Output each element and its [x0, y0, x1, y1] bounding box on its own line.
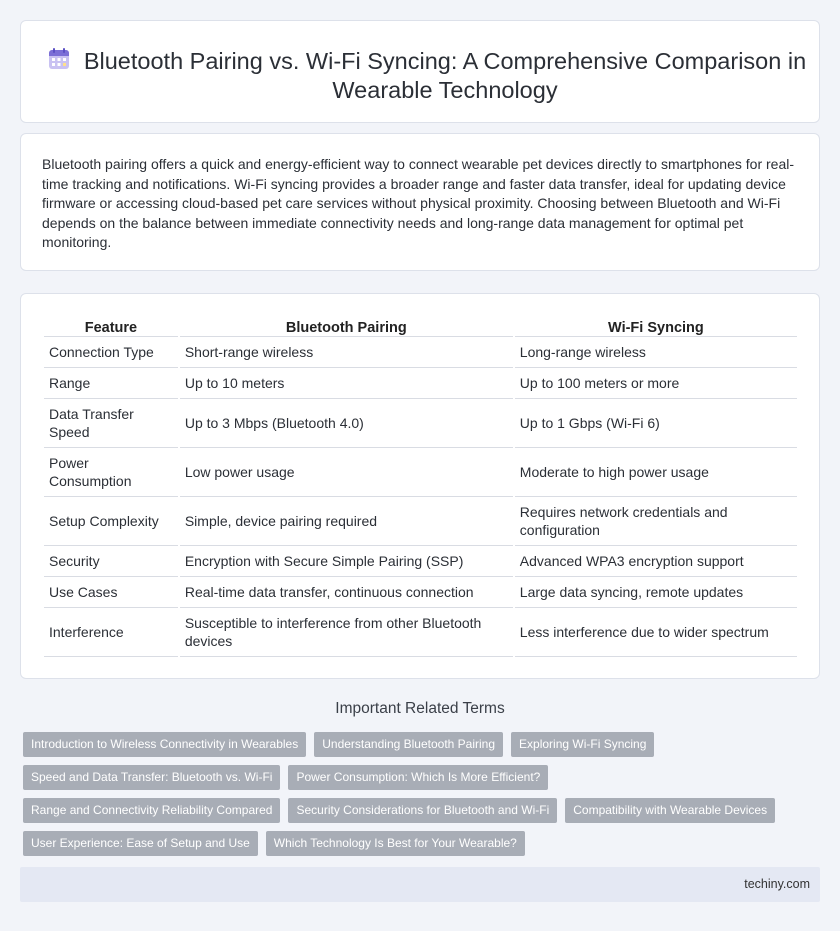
- feature-cell: Interference: [44, 608, 178, 657]
- feature-cell: Range: [44, 368, 178, 399]
- related-term-tag[interactable]: Security Considerations for Bluetooth and Wi-Fi: [288, 798, 557, 823]
- intro-paragraph: Bluetooth pairing offers a quick and energy-efficient way to connect wearable pet devices directly to smartphones for real-time tracking and notifications. Wi-Fi syncing provides a broader range and faster data transfer, ideal for updating device firmware or accessing cloud-based pet care services without physical proximity. Choosing between Bluetooth and Wi-Fi depends on the balance between immediate connectivity needs and long-range data management for optimal pet monitoring.: [42, 156, 795, 250]
- table-row: [44, 546, 797, 577]
- related-term-tag[interactable]: Speed and Data Transfer: Bluetooth vs. Wi-Fi: [23, 765, 280, 790]
- bluetooth-cell: Real-time data transfer, continuous connection: [180, 577, 513, 608]
- related-terms-title: Important Related Terms: [335, 700, 505, 717]
- header-wifi: Wi-Fi Syncing: [515, 316, 797, 337]
- related-term-tag[interactable]: Introduction to Wireless Connectivity in Wearables: [23, 732, 306, 757]
- wifi-cell: Advanced WPA3 encryption support: [515, 546, 797, 577]
- footer-brand[interactable]: techiny.com: [744, 877, 810, 891]
- feature-cell: Security: [44, 546, 178, 577]
- page-title: Bluetooth Pairing vs. Wi-Fi Syncing: A Comprehensive Comparison in Wearable Technology: [83, 48, 807, 103]
- table-row: [44, 608, 797, 657]
- wifi-cell: Requires network credentials and configuration: [515, 497, 797, 546]
- title-card: [20, 20, 820, 123]
- related-term-tag[interactable]: Understanding Bluetooth Pairing: [314, 732, 503, 757]
- wifi-cell: Less interference due to wider spectrum: [515, 608, 797, 657]
- related-term-tag[interactable]: Exploring Wi-Fi Syncing: [511, 732, 654, 757]
- table-row: [44, 399, 797, 448]
- bluetooth-cell: Simple, device pairing required: [180, 497, 513, 546]
- comparison-table: [42, 316, 799, 657]
- related-term-tag[interactable]: Which Technology Is Best for Your Wearable?: [266, 831, 525, 856]
- related-term-tag[interactable]: Power Consumption: Which Is More Efficient?: [288, 765, 548, 790]
- related-term-tag[interactable]: Compatibility with Wearable Devices: [565, 798, 775, 823]
- table-row: [44, 368, 797, 399]
- feature-cell: Setup Complexity: [44, 497, 178, 546]
- wifi-cell: Moderate to high power usage: [515, 448, 797, 497]
- intro-card: [20, 133, 820, 271]
- related-term-tag[interactable]: Range and Connectivity Reliability Compared: [23, 798, 280, 823]
- bluetooth-cell: Low power usage: [180, 448, 513, 497]
- bluetooth-cell: Short-range wireless: [180, 337, 513, 368]
- feature-cell: Connection Type: [44, 337, 178, 368]
- feature-cell: Use Cases: [44, 577, 178, 608]
- table-row: [44, 337, 797, 368]
- bluetooth-cell: Encryption with Secure Simple Pairing (SSP): [180, 546, 513, 577]
- table-row: [44, 448, 797, 497]
- wifi-cell: Large data syncing, remote updates: [515, 577, 797, 608]
- footer: [20, 867, 820, 902]
- bluetooth-cell: Susceptible to interference from other Bluetooth devices: [180, 608, 513, 657]
- bluetooth-cell: Up to 10 meters: [180, 368, 513, 399]
- related-terms-list: [23, 732, 813, 856]
- header-feature: Feature: [44, 316, 178, 337]
- header-bluetooth: Bluetooth Pairing: [180, 316, 513, 337]
- feature-cell: Data Transfer Speed: [44, 399, 178, 448]
- table-row: [44, 497, 797, 546]
- calendar-icon: [47, 47, 71, 71]
- wifi-cell: Up to 1 Gbps (Wi-Fi 6): [515, 399, 797, 448]
- comparison-table-card: [20, 293, 820, 679]
- wifi-cell: Up to 100 meters or more: [515, 368, 797, 399]
- related-term-tag[interactable]: User Experience: Ease of Setup and Use: [23, 831, 258, 856]
- wifi-cell: Long-range wireless: [515, 337, 797, 368]
- bluetooth-cell: Up to 3 Mbps (Bluetooth 4.0): [180, 399, 513, 448]
- table-header-row: [44, 316, 797, 337]
- table-row: [44, 577, 797, 608]
- feature-cell: Power Consumption: [44, 448, 178, 497]
